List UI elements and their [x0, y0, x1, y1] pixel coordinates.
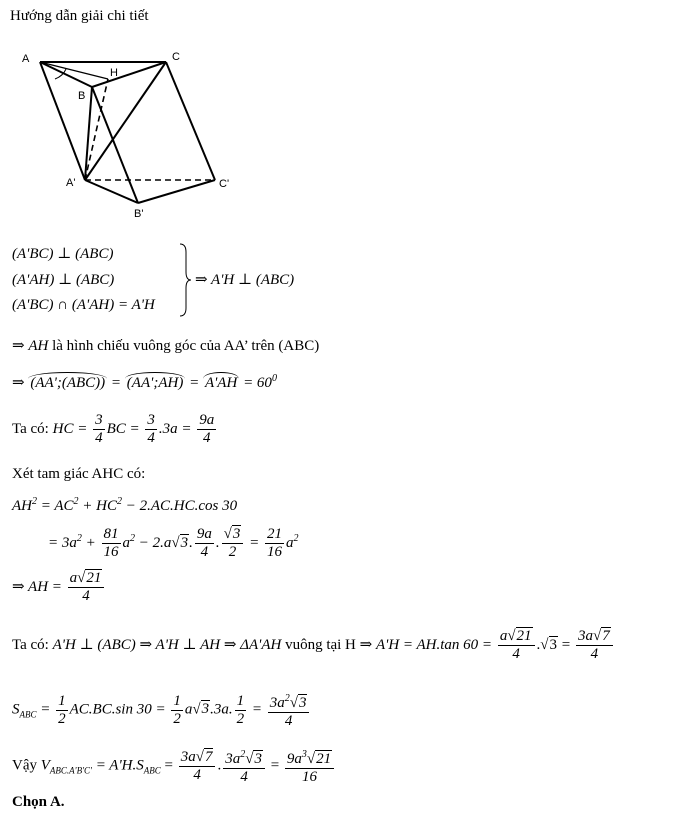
area-symbol: S	[12, 701, 20, 718]
exponent: 2	[117, 496, 122, 507]
fraction	[235, 693, 247, 728]
denominator: 4	[203, 430, 211, 446]
implies-symbol: ⇒	[12, 338, 29, 354]
fraction	[265, 526, 284, 561]
height-lead: Ta có:	[12, 636, 53, 653]
hc-expr: BC =	[106, 420, 144, 437]
term: 3a	[180, 748, 196, 765]
term: − 2.a	[135, 534, 172, 551]
fraction	[145, 412, 157, 447]
radicand: 7	[204, 748, 213, 765]
numerator: a√21	[498, 628, 535, 646]
equals: =	[36, 701, 55, 718]
denominator: 16	[266, 544, 282, 560]
numerator: 3a√7	[576, 628, 613, 646]
dot: .	[217, 757, 222, 774]
label-B: B	[78, 90, 86, 102]
subscript: ABC.A'B'C'	[49, 765, 92, 776]
radicand: 7	[602, 628, 610, 644]
answer-choice: Chọn A.	[12, 794, 65, 810]
fraction	[195, 526, 214, 561]
numerator: 1	[236, 692, 245, 709]
denominator: 2	[236, 710, 245, 727]
numerator: 3a√7	[179, 749, 216, 767]
angle-aa-ah: (AA';AH)	[125, 372, 186, 392]
angle-aa-abc: (AA';(ABC))	[28, 372, 107, 392]
term: = 3a	[48, 534, 77, 551]
angle-a-ah: A'AH	[203, 372, 239, 392]
equals: =	[245, 534, 263, 551]
label-C: C	[172, 51, 180, 63]
fraction	[285, 746, 334, 786]
condition-2: (A'AH) ⊥ (ABC)	[12, 272, 115, 288]
denominator: 2	[173, 710, 181, 727]
radicand: 21	[86, 570, 102, 586]
label-A-prime: A'	[66, 177, 76, 189]
denominator: 2	[228, 544, 237, 560]
fraction	[68, 570, 105, 605]
degree-symbol: 0	[271, 373, 277, 384]
exponent: 3	[301, 749, 307, 760]
term: a	[69, 570, 78, 586]
height-line: Ta có: A'H ⊥ (ABC) ⇒ A'H ⊥ AH ⇒ ΔA'AH vuông tại H ⇒ A'H = AH.tan 60 = $\frac{a√21}{4}$ .√3 = $\frac{3a√7}{4}$	[12, 628, 615, 663]
fraction	[93, 412, 105, 447]
label-A: A	[22, 53, 30, 65]
denominator: 4	[512, 646, 520, 662]
fraction	[179, 749, 216, 784]
label-H: H	[110, 67, 118, 79]
cosine-lhs: AH	[12, 498, 32, 514]
numerator: 9a	[199, 412, 215, 428]
denominator: 4	[284, 713, 293, 729]
radicand: 3	[549, 636, 558, 653]
numerator: $9a^3√21$	[285, 746, 334, 769]
projection-ah: AH	[28, 338, 49, 354]
dot: .	[215, 534, 220, 551]
denominator: 4	[147, 430, 155, 446]
equals: =	[248, 701, 266, 718]
term: a	[499, 628, 508, 644]
height-expr: A'H ⊥ (ABC) ⇒ A'H ⊥ AH ⇒ ΔA'AH	[52, 636, 282, 653]
volume-line	[12, 746, 336, 786]
condition-3: (A'BC) ∩ (A'AH) = A'H	[12, 297, 155, 313]
fraction	[222, 526, 244, 561]
denominator: 4	[200, 544, 209, 560]
fraction	[498, 628, 535, 663]
equals: =	[160, 757, 177, 774]
triangle-title: Xét tam giác AHC có:	[12, 466, 146, 482]
area-expr: .3a.	[210, 701, 233, 718]
denominator: 4	[193, 766, 201, 783]
area-expr: AC.BC.sin 30 =	[69, 701, 170, 718]
term: 3a	[225, 751, 241, 767]
numerator: $3a^2√3$	[223, 746, 265, 769]
ah-lhs: ⇒ AH =	[12, 578, 66, 595]
plus: +	[81, 534, 100, 551]
numerator: 1	[58, 692, 66, 709]
denominator: 16	[103, 544, 119, 560]
angle-value: = 60	[239, 375, 272, 391]
cosine-calc-line: = $3a^2$ + $\frac{81}{16}$ $a^2 - 2.a√3$. $\frac{9a}{4}$ . $\frac{√3}{2}$ = $\frac{21}{16}$ $a^2$	[48, 526, 299, 560]
hc-expr: .3a =	[158, 420, 196, 437]
numerator: a√21	[68, 570, 105, 588]
numerator: 21	[266, 526, 282, 542]
volume-symbol: V	[40, 757, 50, 774]
numerator: $3a^2√3$	[268, 690, 310, 713]
right-brace-icon	[178, 242, 192, 318]
fraction	[223, 746, 265, 786]
label-C-prime: C'	[219, 178, 230, 190]
radicand: 21	[316, 751, 332, 767]
fraction	[576, 628, 613, 663]
exponent: 2	[76, 532, 82, 544]
denominator: 4	[590, 646, 599, 662]
height-mid: vuông tại H ⇒	[281, 636, 376, 653]
denominator: 16	[302, 769, 318, 785]
subscript: ABC	[19, 709, 37, 720]
denominator: 2	[58, 710, 66, 727]
label-B-prime: B'	[134, 208, 144, 220]
projection-line	[12, 336, 319, 355]
exponent: 2	[293, 532, 299, 544]
condition-1: (A'BC) ⊥ (ABC)	[12, 246, 114, 262]
exponent: 2	[240, 749, 246, 760]
numerator: 1	[173, 692, 181, 709]
hc-line	[12, 412, 218, 447]
radicand: 3	[201, 701, 210, 718]
fraction	[102, 526, 121, 561]
hc-lead: Ta có:	[12, 420, 53, 437]
term: a	[285, 534, 294, 551]
area-line: $S_{ABC}$ = $\frac{1}{2}$ AC.BC.sin 30 = $\frac{1}{2}$ a√3.3a. $\frac{1}{2}$ = $\frac{3a^2√3}{4}$	[12, 690, 311, 730]
projection-text: là hình chiếu vuông góc của AA’ trên (ABC)	[48, 338, 320, 354]
exponent: 2	[130, 532, 135, 544]
fraction	[197, 412, 216, 447]
fraction	[56, 693, 68, 728]
exponent: 2	[284, 693, 290, 704]
numerator: 3	[95, 412, 103, 428]
equals: =	[266, 757, 283, 774]
implies-symbol: ⇒	[12, 375, 29, 391]
cosine-rule-line	[12, 496, 237, 515]
subscript: ABC	[143, 765, 161, 776]
exponent: 2	[73, 496, 79, 507]
fraction	[268, 690, 310, 730]
equals: =	[185, 375, 203, 391]
equals: =	[107, 375, 125, 391]
term: 3a	[578, 628, 593, 644]
volume-expr: = A'H.S	[91, 757, 144, 774]
solution-header: Hướng dẫn giải chi tiết	[10, 8, 149, 24]
volume-lead: Vậy	[12, 757, 41, 774]
cosine-rhs: − 2.AC.HC.cos 30	[122, 498, 238, 514]
term: 9a	[286, 751, 302, 767]
prism-figure	[0, 0, 260, 225]
radicand: 21	[516, 628, 532, 644]
radicand: 3	[298, 695, 307, 711]
dot: .	[536, 636, 541, 653]
equals: =	[558, 636, 574, 653]
numerator: 3	[147, 412, 155, 428]
radicand: 3	[254, 751, 262, 767]
cosine-rhs: + HC	[78, 498, 117, 514]
height-expr: A'H = AH.tan 60 =	[375, 636, 496, 653]
hc-expr: HC =	[52, 420, 92, 437]
numerator: √3	[222, 526, 244, 544]
denominator: 4	[240, 769, 248, 785]
cosine-rhs: = AC	[37, 498, 74, 514]
fraction	[171, 693, 183, 728]
radicand: 3	[232, 526, 241, 542]
angle-line	[12, 372, 277, 392]
exponent: 2	[32, 496, 37, 507]
ah-result-line	[12, 570, 106, 605]
term: 3a	[269, 695, 285, 711]
condition-result: ⇒ A'H ⊥ (ABC)	[195, 272, 295, 288]
area-expr: a	[184, 701, 193, 718]
radicand: 3	[180, 534, 189, 551]
denominator: 4	[82, 588, 90, 604]
dot: .	[189, 534, 193, 551]
numerator: 81	[103, 526, 119, 542]
denominator: 4	[95, 430, 103, 446]
term: a	[122, 534, 130, 551]
numerator: 9a	[196, 526, 212, 542]
